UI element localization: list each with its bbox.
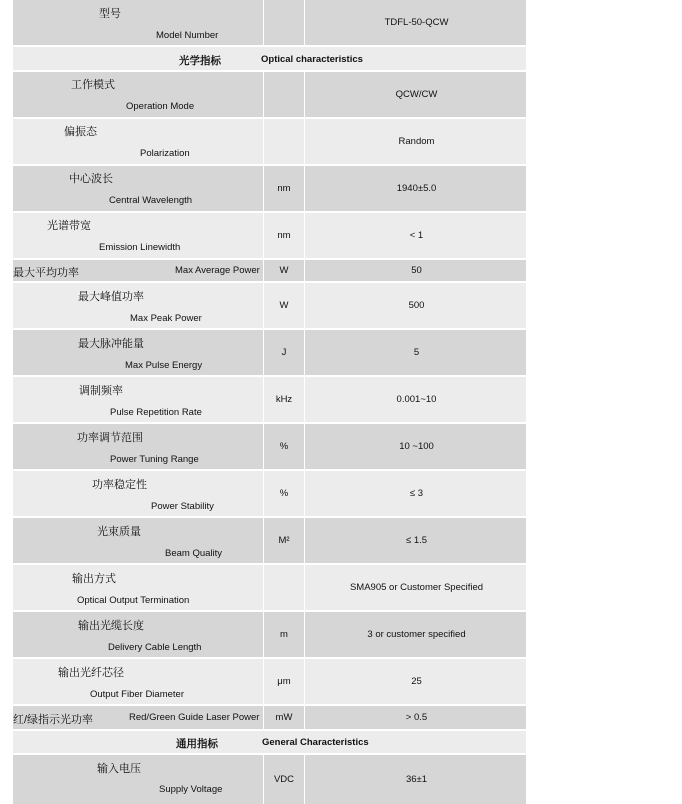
value-cell: QCW/CW [395, 89, 438, 100]
value-cell: < 1 [409, 230, 424, 241]
param-cn: 型号 [99, 8, 121, 20]
value-cell: > 0.5 [405, 712, 428, 723]
param-cell [13, 330, 261, 375]
param-cell [13, 213, 261, 258]
value-cell: 500 [408, 300, 425, 311]
unit-cell: J [263, 330, 305, 375]
param-cell [13, 565, 261, 610]
param-en: Output Fiber Diameter [90, 689, 184, 700]
param-cn: 最大峰值功率 [78, 291, 144, 303]
param-cn: 调制频率 [79, 385, 123, 397]
value-cell: 5 [413, 347, 420, 358]
unit-cell [263, 119, 305, 164]
unit-cell: % [263, 471, 305, 516]
param-cell [13, 706, 261, 729]
row-guide-laser-power [13, 706, 526, 731]
section-general [13, 731, 526, 755]
param-cn: 最大脉冲能量 [78, 338, 144, 350]
unit-cell [263, 565, 305, 610]
param-cn: 功率调节范围 [77, 432, 143, 444]
param-cn: 红/绿指示光功率 [13, 714, 94, 726]
unit-cell [263, 0, 305, 45]
param-cell [13, 471, 261, 516]
value-cell: SMA905 or Customer Specified [349, 582, 484, 593]
param-cn: 偏振态 [64, 126, 97, 138]
value-cell: 0.001~10 [396, 394, 437, 405]
param-cell [13, 166, 261, 211]
row-output-termination [13, 565, 526, 612]
unit-cell: VDC [263, 755, 305, 804]
value-cell: 10 ~100 [399, 441, 434, 452]
param-cn: 光谱带宽 [47, 220, 91, 232]
row-operation-mode [13, 72, 526, 119]
unit-cell: m [263, 612, 305, 657]
row-fiber-diameter [13, 659, 526, 706]
row-emission-linewidth [13, 213, 526, 260]
param-cell [13, 119, 261, 164]
param-cn: 输出光纤芯径 [58, 667, 124, 679]
param-cell [13, 612, 261, 657]
param-en: Red/Green Guide Laser Power [129, 712, 260, 723]
unit-cell: M² [263, 518, 305, 563]
row-power-stability [13, 471, 526, 518]
param-cell [13, 518, 261, 563]
param-en: Max Pulse Energy [125, 360, 203, 371]
param-cn: 输出光缆长度 [78, 620, 144, 632]
param-en: Polarization [140, 148, 190, 159]
row-model-number [13, 0, 526, 47]
param-cn: 最大平均功率 [13, 267, 79, 279]
row-cable-length [13, 612, 526, 659]
unit-cell: nm [263, 166, 305, 211]
param-cell [13, 260, 261, 281]
param-cn: 输入电压 [97, 763, 141, 775]
param-en: Power Stability [151, 501, 214, 512]
param-cn: 中心波长 [69, 173, 113, 185]
unit-cell: W [263, 283, 305, 328]
unit-cell: % [263, 424, 305, 469]
section-title-cn: 通用指标 [176, 738, 218, 750]
row-pulse-repetition-rate [13, 377, 526, 424]
row-beam-quality [13, 518, 526, 565]
param-cn: 输出方式 [72, 573, 116, 585]
unit-cell: nm [263, 213, 305, 258]
value-cell: 50 [411, 265, 422, 276]
param-cn: 光束质量 [97, 526, 141, 538]
row-central-wavelength [13, 166, 526, 213]
param-en: Max Peak Power [130, 313, 202, 324]
param-en: Power Tuning Range [110, 454, 199, 465]
param-cn: 功率稳定性 [92, 479, 147, 491]
param-cell [13, 283, 261, 328]
value-cell: ≤ 3 [409, 488, 424, 499]
param-en: Max Average Power [175, 265, 260, 276]
value-cell: 25 [411, 676, 422, 687]
row-power-tuning-range [13, 424, 526, 471]
section-title-en: Optical characteristics [261, 54, 363, 65]
value-cell: Random [398, 136, 435, 147]
param-en: Optical Output Termination [77, 595, 190, 606]
row-max-peak-power [13, 283, 526, 330]
value-cell: TDFL-50-QCW [384, 17, 449, 28]
unit-cell: μm [263, 659, 305, 704]
row-max-average-power [13, 260, 526, 283]
value-cell: 36±1 [405, 774, 428, 785]
param-cn: 工作模式 [71, 79, 115, 91]
value-cell: 3 or customer specified [367, 629, 466, 640]
param-en: Central Wavelength [109, 195, 193, 206]
param-en: Operation Mode [126, 101, 195, 112]
value-cell: 1940±5.0 [396, 183, 437, 194]
param-cell [13, 377, 261, 422]
value-cell: ≤ 1.5 [405, 535, 428, 546]
section-optical [13, 47, 526, 72]
row-polarization [13, 119, 526, 166]
param-cell [13, 755, 261, 804]
row-max-pulse-energy [13, 330, 526, 377]
section-title-cn: 光学指标 [179, 55, 221, 67]
param-en: Model Number [156, 30, 219, 41]
param-en: Supply Voltage [159, 784, 223, 795]
param-cell [13, 72, 261, 117]
param-en: Delivery Cable Length [108, 642, 202, 653]
unit-cell [263, 72, 305, 117]
param-cell [13, 0, 261, 45]
unit-cell: mW [263, 706, 305, 729]
row-supply-voltage [13, 755, 526, 804]
param-cell [13, 424, 261, 469]
param-en: Emission Linewidth [99, 242, 181, 253]
unit-cell: kHz [263, 377, 305, 422]
section-title-en: General Characteristics [262, 737, 369, 748]
param-cell [13, 659, 261, 704]
param-en: Beam Quality [165, 548, 223, 559]
param-en: Pulse Repetition Rate [110, 407, 202, 418]
unit-cell: W [263, 260, 305, 281]
